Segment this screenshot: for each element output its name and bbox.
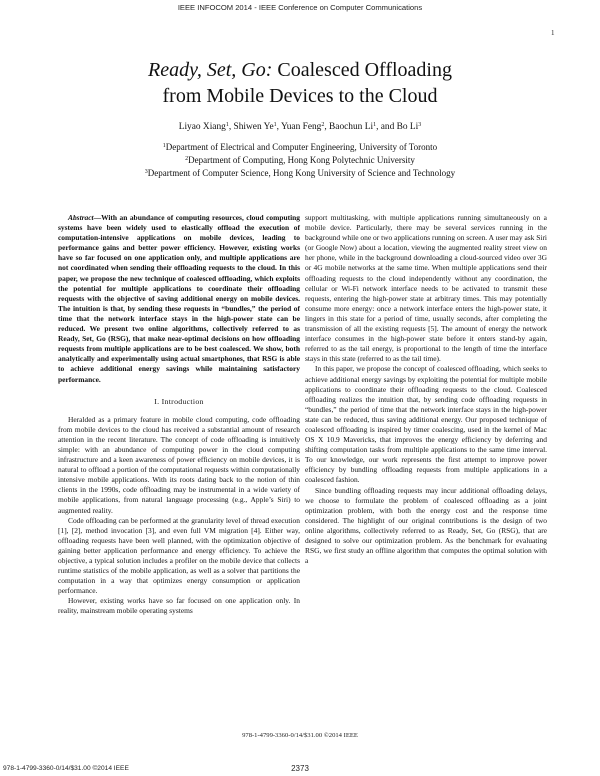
affiliation-text: Department of Computer Science, Hong Kong University of Science and Technology: [147, 168, 456, 178]
affiliation-2: [50, 153, 550, 166]
running-head: IEEE INFOCOM 2014 - IEEE Conference on Computer Communications: [177, 3, 423, 12]
right-column: [305, 213, 547, 566]
copyright-notice: 978-1-4799-3360-0/14/$31.00 ©2014 IEEE: [242, 732, 358, 739]
section-heading-introduction: I. Introduction: [154, 396, 204, 406]
author-sup: 1: [373, 122, 377, 128]
affiliation-text: Department of Computing, Hong Kong Polytechnic University: [188, 155, 415, 165]
title-line2: from Mobile Devices to the Cloud: [162, 85, 438, 107]
affiliation-sup: 2: [185, 156, 189, 162]
author-sup: 1: [225, 122, 229, 128]
affiliation-sup: 1: [162, 143, 166, 149]
intro-paragraph: However, existing works have so far focused on one application only. In reality, mainstream mobile operating systems: [58, 596, 300, 616]
intro-paragraph: Heralded as a primary feature in mobile cloud computing, code offloading from mobile devices to the cloud has received a substantial amount of research attention in the recent literature. The concept of code offloading is intuitively simple: with an abundance of computing power in the cloud computing infrastructure and a keen awareness of power efficiency on mobile devices, it is natural to offload a portion of the computational requests within computationally intensive mobile applications. With its roots dating back to the notion of thin clients in the 1990s, code offloading may be instrumental in a wide variety of mobile applications, from natural language processing (e.g., Apple’s Siri) to augmented reality.: [58, 414, 300, 515]
paper-title: [60, 57, 540, 109]
author-sup: 1: [273, 122, 277, 128]
affiliation-sup: 3: [144, 169, 148, 175]
abstract-text: —With an abundance of computing resources, cloud computing systems have been widely used to elastically offload the execution of computation-intensive applications on mobile devices, leading to performance gains and better power efficiency. However, existing works have so far focused on one application only, and multiple applications are not coordinated when sending their offloading requests to the cloud. In this paper, we propose the new technique of coalesced offloading, which exploits the potential for multiple applications to coordinate their offloading requests with the objective of saving additional energy on mobile devices. The intuition is that, by sending these requests in “bundles,” the period of time that the network interface stays in the high-power state can be reduced. We present two online algorithms, collectively referred to as Ready, Set, Go (RSG), that make near-optimal decisions on how offloading requests from multiple applications are to be best coalesced. We show, both analytically and experimentally using actual smartphones, that RSG is able to achieve additional energy savings while maintaining satisfactory performance.: [58, 213, 300, 384]
intro-paragraph: Code offloading can be performed at the granularity level of thread execution [1], [2], method invocation [3], and even full VM migration [4]. Either way, offloading requests have been well planned, with the optimization objective of gaining better application performance and energy efficiency. To achieve the objective, a typical solution includes a profiler on the mobile device that collects runtime statistics of the mobile application, as well as a solver that partitions the computation in a way that optimizes energy consumption or application performance.: [58, 515, 300, 596]
author-sup: 3: [418, 122, 422, 128]
author: Baochun Li: [329, 122, 374, 132]
body-paragraph: Since bundling offloading requests may incur additional offloading delays, we choose to formulate the problem of coalesced offloading as a joint optimization problem, with both the energy cost and the response time considered. The highlight of our original contributions is the design of two online algorithms, collectively referred to as Ready, Set, Go (RSG), that are designed to solve our optimization problem. As the benchmark for evaluating RSG, we first study an offline algorithm that computes the optimal solution with a: [305, 485, 547, 566]
abstract: [58, 213, 300, 385]
abstract-label: Abstract: [68, 213, 94, 222]
affiliation-1: [50, 140, 550, 153]
body-paragraph: support multitasking, with multiple applications running simultaneously on a mobile device. Particularly, there may be several services running in the background while one or two applications running on screen. A user may ask Siri (or Google Now) about a location, viewing the augmented reality street view on her phone, while in the background downloading a cloud-sourced video over 3G or 4G mobile networks at the same time. When multiple applications send their offloading requests to the cloud independently without any coordination, the cellular or Wi-Fi network interface needs to be activated to transmit these requests, entering the high-power state at arbitrary times. This may potentially consume more energy: once a network interface enters the high-power state, it lingers in this state for a period of time, usually seconds, after completing the transmission of all the existing requests [5]. The amount of energy the network interface consumes in the high-power state before it enters stand-by again, referred to as the tail energy, is proportional to the length of time the interface stays in this state (referred to as the tail time).: [305, 213, 547, 364]
author: Liyao Xiang: [178, 122, 226, 132]
author: Bo Li: [396, 122, 419, 132]
author: Shiwen Ye: [233, 122, 274, 132]
body-paragraph: In this paper, we propose the concept of coalesced offloading, which seeks to achieve additional energy savings by exploiting the potential for multiple mobile applications to coordinate their offloading requests to the cloud. Coalesced offloading realizes the intuition that, by sending code offloading requests in “bundles,” the period of time that the network interface stays in the high-power state can be reduced, thus saving additional energy. Our proposed technique of coalesced offloading is inspired by timer coalescing, used in the kernel of Mac OS X 10.9 Mavericks, that improves the energy efficiency by deferring and shifting computation tasks from multiple applications to the same time interval. To our knowledge, our work represents the first attempt to improve power efficiency by bundling offloading requests from multiple applications in a coalesced fashion.: [305, 364, 547, 485]
title-italic-part: Ready, Set, Go:: [148, 59, 273, 81]
footer-copyright: 978-1-4799-3360-0/14/$31.00 ©2014 IEEE: [3, 765, 129, 772]
footer-page-number: 2373: [291, 764, 309, 773]
page-number-top: 1: [551, 29, 555, 37]
title-line1-rest: Coalesced Offloading: [272, 59, 452, 81]
affiliation-3: [50, 166, 550, 179]
author-sup: 2: [321, 122, 325, 128]
affiliation-text: Department of Electrical and Computer Engineering, University of Toronto: [165, 142, 438, 152]
left-column: [58, 213, 300, 617]
author: Yuan Feng: [281, 122, 322, 132]
author-list: Liyao Xiang$^1$, Shiwen Ye$^1$, Yuan Feng$^2$, Baochun Li$^1$, and Bo Li$^3$: [178, 122, 422, 132]
